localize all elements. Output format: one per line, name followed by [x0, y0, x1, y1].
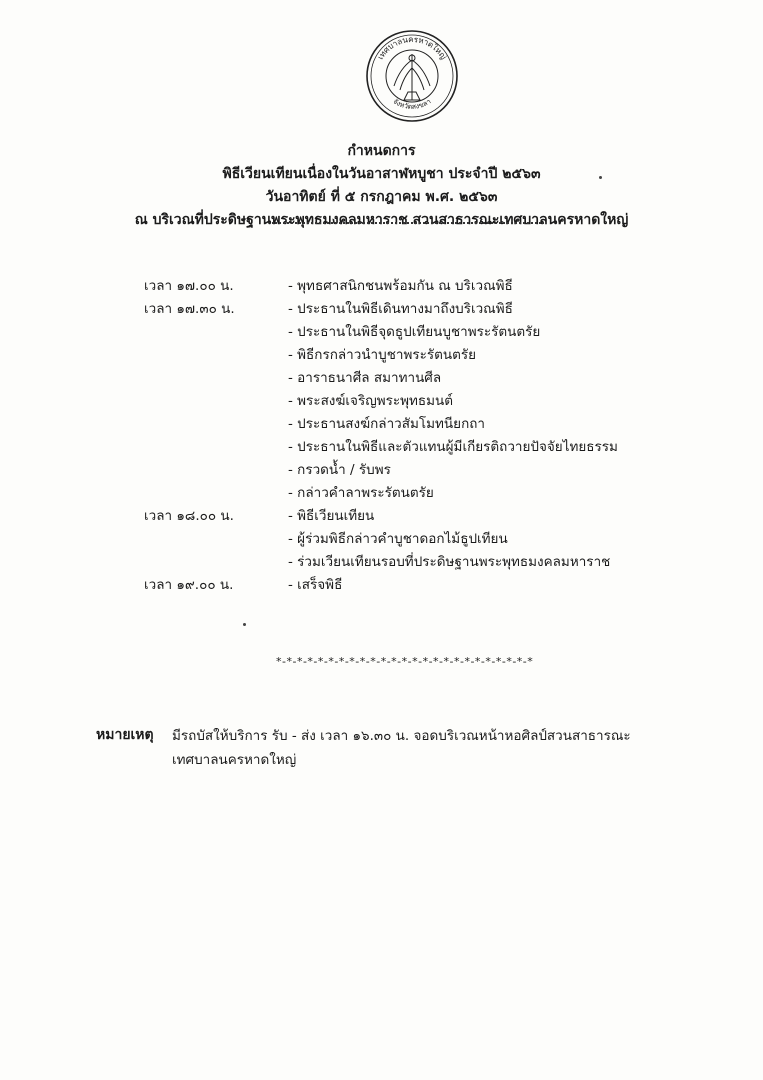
header-title: กำหนดการ — [347, 143, 416, 159]
schedule-time: เวลา ๑๗.๓๐ น. — [144, 301, 235, 317]
header-event: พิธีเวียนเทียนเนื่องในวันอาสาฬหบูชา ประจำปี ๒๕๖๓ — [222, 166, 541, 182]
schedule-row — [144, 389, 744, 412]
header-location: ณ บริเวณที่ประดิษฐานพระพุทธมงคลมหาราช สวนสาธารณะเทศบาลนครหาดใหญ่ — [134, 212, 629, 228]
schedule-activity: - ประธานในพิธีเดินทางมาถึงบริเวณพิธี — [288, 301, 513, 317]
schedule-row — [144, 458, 744, 481]
seal-bottom-text: จังหวัดสงขลา — [391, 97, 433, 111]
note-text: มีรถบัสให้บริการ รับ - ส่ง เวลา ๑๖.๓๐ น. จอดบริเวณหน้าหอศิลป์สวนสาธารณะเทศบาลนครหาดใหญ่ — [172, 728, 631, 768]
schedule-activity: - พุทธศาสนิกชนพร้อมกัน ณ บริเวณพิธี — [288, 278, 513, 294]
schedule-activity: - กรวดน้ำ / รับพร — [288, 462, 391, 478]
schedule-row — [144, 504, 744, 527]
municipal-seal — [364, 28, 460, 124]
separator-stars: *-*-*-*-*-*-*-*-*-*-*-*-*-*-*-*-*-*-*-*-*-*-*-*-* — [276, 655, 534, 668]
note-label: หมายเหตุ — [96, 727, 154, 743]
schedule-time: เวลา ๑๘.๐๐ น. — [144, 508, 234, 524]
schedule-activity: - ผู้ร่วมพิธีกล่าวคำบูชาดอกไม้ธูปเทียน — [288, 531, 508, 547]
scan-speck — [599, 176, 602, 179]
schedule-activity: - พิธีเวียนเทียน — [288, 508, 375, 524]
schedule-activity: - พิธีกรกล่าวนำบูชาพระรัตนตรัย — [288, 347, 477, 363]
seal-top-text: เทศบาลนครหาดใหญ่ — [375, 34, 449, 62]
schedule-activity: - พระสงฆ์เจริญพระพุทธมนต์ — [288, 393, 454, 409]
header-date: วันอาทิตย์ ที่ ๕ กรกฎาคม พ.ศ. ๒๕๖๓ — [265, 189, 498, 205]
schedule-activity: - ร่วมเวียนเทียนรอบที่ประดิษฐานพระพุทธมงคลมหาราช — [288, 554, 611, 570]
document-header — [0, 140, 763, 232]
schedule-activity: - อาราธนาศีล สมาทานศีล — [288, 370, 442, 386]
schedule-row — [144, 435, 744, 458]
schedule-row — [144, 481, 744, 504]
schedule-row — [144, 366, 744, 389]
header-divider — [272, 222, 544, 224]
schedule-row — [144, 274, 744, 297]
schedule-row — [144, 297, 744, 320]
scan-speck — [243, 623, 246, 626]
schedule-row — [144, 573, 744, 596]
schedule-activity: - เสร็จพิธี — [288, 577, 343, 593]
schedule-activity: - ประธานสงฆ์กล่าวสัมโมทนียกถา — [288, 416, 485, 432]
schedule-time: เวลา ๑๗.๐๐ น. — [144, 278, 234, 294]
schedule-row — [144, 320, 744, 343]
schedule-row — [144, 550, 744, 573]
schedule-activity: - กล่าวคำลาพระรัตนตรัย — [288, 485, 434, 501]
schedule-activity: - ประธานในพิธีและตัวแทนผู้มีเกียรติถวายปัจจัยไทยธรรม — [288, 439, 618, 455]
schedule-list — [144, 274, 744, 596]
schedule-activity: - ประธานในพิธีจุดธูปเทียนบูชาพระรัตนตรัย — [288, 324, 541, 340]
schedule-row — [144, 527, 744, 550]
schedule-row — [144, 343, 744, 366]
schedule-time: เวลา ๑๙.๐๐ น. — [144, 577, 234, 593]
schedule-row — [144, 412, 744, 435]
